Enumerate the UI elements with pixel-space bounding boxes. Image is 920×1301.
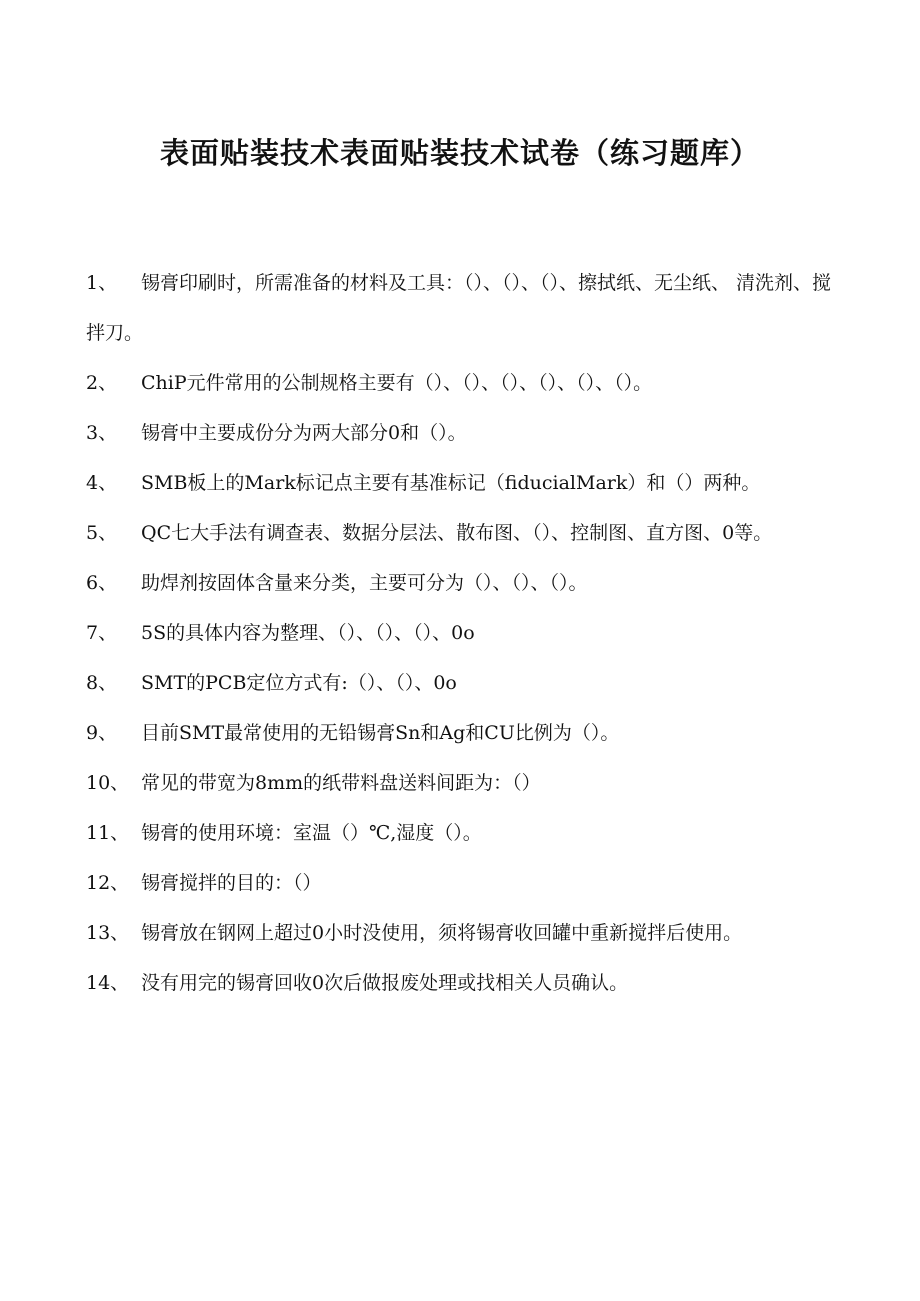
question-text: 没有用完的锡膏回收0次后做报废处理或找相关人员确认。 <box>141 972 629 994</box>
question-number: 11、 <box>86 822 130 844</box>
question-item <box>86 858 836 908</box>
question-number: 9、 <box>86 722 118 744</box>
question-item <box>86 658 836 708</box>
question-number: 3、 <box>86 422 118 444</box>
question-item <box>86 708 836 758</box>
question-number: 1、 <box>86 272 118 294</box>
question-text: 助焊剂按固体含量来分类，主要可分为（）、（）、（）。 <box>141 572 588 594</box>
question-text: 目前SMT最常使用的无铅锡膏Sn和Ag和CU比例为（）。 <box>141 722 620 744</box>
question-item <box>86 558 836 608</box>
question-item <box>86 808 836 858</box>
question-item <box>86 408 836 458</box>
question-text: ChiP元件常用的公制规格主要有（）、（）、（）、（）、（）、（）。 <box>141 372 653 394</box>
question-number: 10、 <box>86 772 130 794</box>
question-number: 7、 <box>86 622 118 644</box>
question-text: 锡膏印刷时，所需准备的材料及工具：（）、（）、（）、擦拭纸、无尘纸、 清洗剂、搅拌刀。 <box>86 272 832 344</box>
question-text: 5S的具体内容为整理、（）、（）、（）、0o <box>141 622 475 644</box>
question-text: SMT的PCB定位方式有:（）、（）、0o <box>141 672 457 694</box>
question-number: 2、 <box>86 372 118 394</box>
question-item <box>86 508 836 558</box>
question-number: 5、 <box>86 522 118 544</box>
question-item <box>86 358 836 408</box>
question-item <box>86 258 836 358</box>
question-item <box>86 958 836 1008</box>
question-number: 13、 <box>86 922 130 944</box>
question-text: 锡膏搅拌的目的：（） <box>141 872 322 894</box>
question-number: 8、 <box>86 672 118 694</box>
question-list <box>86 258 836 1008</box>
question-text: 锡膏中主要成份分为两大部分0和（）。 <box>141 422 467 444</box>
question-number: 12、 <box>86 872 130 894</box>
question-number: 14、 <box>86 972 130 994</box>
question-text: 常见的带宽为8mm的纸带料盘送料间距为：（） <box>141 772 541 794</box>
question-number: 4、 <box>86 472 118 494</box>
question-item <box>86 758 836 808</box>
question-text: QC七大手法有调查表、数据分层法、散布图、（）、控制图、直方图、0等。 <box>141 522 773 544</box>
question-number: 6、 <box>86 572 118 594</box>
question-item <box>86 908 836 958</box>
question-item <box>86 608 836 658</box>
page-title: 表面贴装技术表面贴装技术试卷（练习题库） <box>159 136 760 170</box>
question-text: 锡膏放在钢网上超过0小时没使用，须将锡膏收回罐中重新搅拌后使用。 <box>141 922 743 944</box>
question-item <box>86 458 836 508</box>
question-text: 锡膏的使用环境：室温（）℃,湿度（）。 <box>141 822 482 844</box>
question-text: SMB板上的Mark标记点主要有基准标记（fiducialMark）和（）两种。 <box>141 472 761 494</box>
